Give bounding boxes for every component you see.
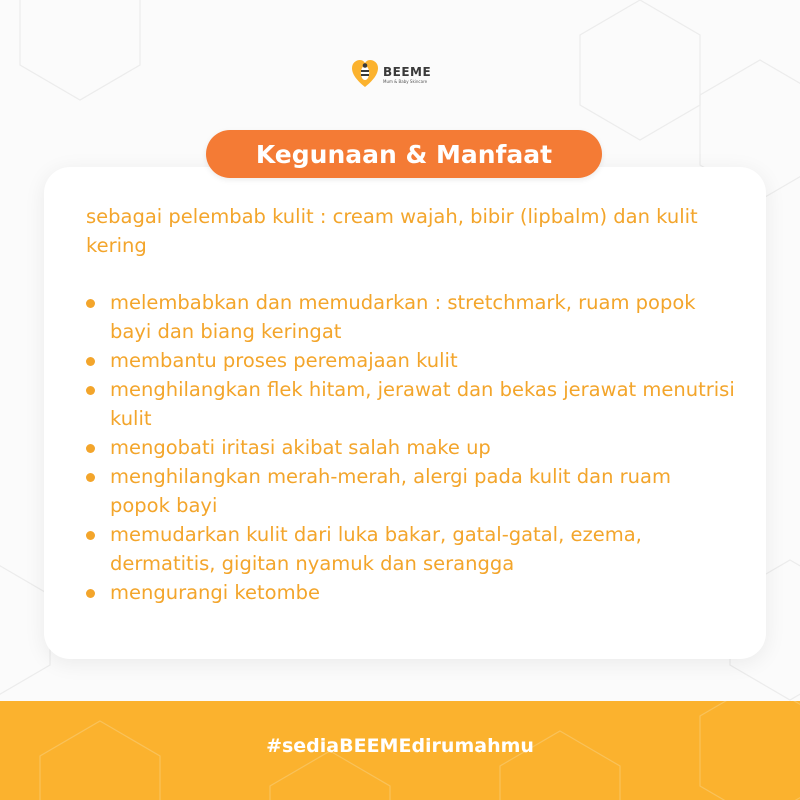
bullet-dot-icon <box>86 589 95 598</box>
list-item-text: memudarkan kulit dari luka bakar, gatal-gatal, ezema, dermatitis, gigitan nyamuk dan serangga <box>110 523 642 575</box>
benefits-content <box>86 202 736 607</box>
bullet-dot-icon <box>86 473 95 482</box>
list-item <box>86 375 736 433</box>
bullet-dot-icon <box>86 444 95 453</box>
bee-heart-logo-icon <box>352 60 378 90</box>
hashtag-text: #sediaBEEMEdirumahmu <box>266 735 534 757</box>
intro-text: sebagai pelembab kulit : cream wajah, bibir (lipbalm) dan kulit kering <box>86 205 698 257</box>
list-item-text: mengurangi ketombe <box>110 581 320 604</box>
bullet-dot-icon <box>86 531 95 540</box>
brand-tagline: Mum & Baby Skincare <box>383 79 428 84</box>
list-item <box>86 288 736 346</box>
brand-name: BEEME <box>383 65 432 79</box>
list-item-text: mengobati iritasi akibat salah make up <box>110 436 491 459</box>
list-item <box>86 520 736 578</box>
list-item <box>86 578 736 607</box>
list-item-text: melembabkan dan memudarkan : stretchmark, ruam popok bayi dan biang keringat <box>110 291 696 343</box>
page-title: Kegunaan & Manfaat <box>206 130 602 178</box>
list-item-text: membantu proses peremajaan kulit <box>110 349 458 372</box>
list-item <box>86 346 736 375</box>
list-item <box>86 433 736 462</box>
list-item-text: menghilangkan flek hitam, jerawat dan bekas jerawat menutrisi kulit <box>110 378 735 430</box>
bullet-dot-icon <box>86 386 95 395</box>
benefits-list <box>86 288 736 607</box>
list-item <box>86 462 736 520</box>
bullet-dot-icon <box>86 299 95 308</box>
footer-banner <box>0 701 800 800</box>
bullet-dot-icon <box>86 357 95 366</box>
list-item-text: menghilangkan merah-merah, alergi pada kulit dan ruam popok bayi <box>110 465 671 517</box>
brand-logo <box>352 60 431 90</box>
